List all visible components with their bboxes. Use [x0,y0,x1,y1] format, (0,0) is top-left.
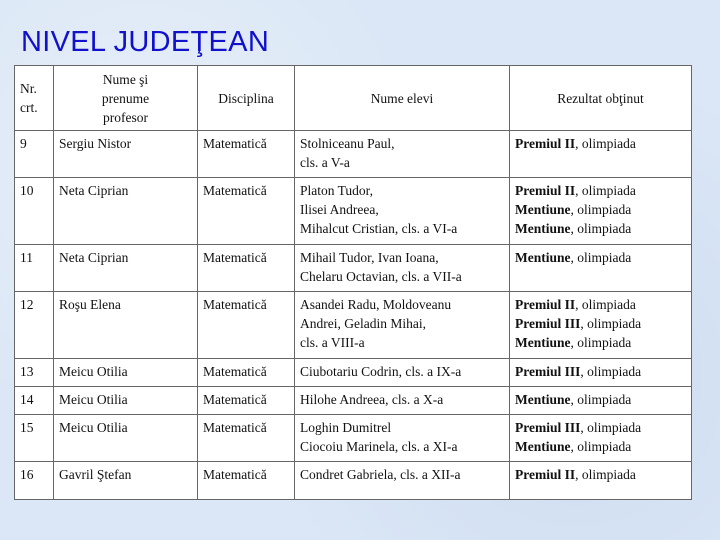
cell-disciplina: Matematică [198,415,295,462]
cell-nr: 16 [15,462,54,500]
cell-disciplina: Matematică [198,245,295,292]
result-line [515,437,687,456]
prize-label: Mentiune [515,221,571,236]
competition-label: , olimpiada [580,316,642,331]
student-line: Ilisei Andreea, [300,202,379,217]
competition-label: , olimpiada [575,297,636,312]
cell-elevi [295,245,510,292]
table-row [15,131,692,178]
table-row [15,359,692,387]
student-line: Asandei Radu, Moldoveanu [300,297,452,312]
result-line [515,418,687,437]
prize-label: Mentiune [515,250,571,265]
prize-label: Mentiune [515,439,571,454]
cell-disciplina: Matematică [198,131,295,178]
student-line: Hilohe Andreea, cls. a X-a [300,392,444,407]
student-line: cls. a V-a [300,155,350,170]
student-line: Chelaru Octavian, cls. a VII-a [300,269,462,284]
table-row [15,462,692,500]
student-line: Ciubotariu Codrin, cls. a IX-a [300,364,462,379]
cell-disciplina: Matematică [198,462,295,500]
cell-profesor: Meicu Otilia [54,387,198,415]
cell-rezultat [510,131,692,178]
prize-label: Premiul III [515,420,581,435]
results-table [14,65,692,500]
prize-label: Mentiune [515,202,571,217]
cell-nr: 15 [15,415,54,462]
table-row [15,415,692,462]
table-row [15,178,692,245]
cell-nr: 9 [15,131,54,178]
table-row [15,292,692,359]
cell-nr: 10 [15,178,54,245]
cell-rezultat [510,415,692,462]
competition-label: , olimpiada [570,221,632,236]
competition-label: , olimpiada [580,364,642,379]
competition-label: , olimpiada [570,335,632,350]
result-line [515,390,687,409]
result-line [515,134,687,153]
result-line [515,219,687,238]
competition-label: , olimpiada [570,439,632,454]
prize-label: Mentiune [515,335,571,350]
student-line: Ciocoiu Marinela, cls. a XI-a [300,439,458,454]
header-disciplina: Disciplina [198,66,295,131]
header-rezultat: Rezultat obţinut [510,66,692,131]
student-line: Platon Tudor, [300,183,373,198]
competition-label: , olimpiada [570,392,632,407]
student-line: Stolniceanu Paul, [300,136,395,151]
cell-profesor: Meicu Otilia [54,359,198,387]
cell-elevi [295,178,510,245]
header-nr-crt: Nr. crt. [15,66,54,131]
cell-disciplina: Matematică [198,359,295,387]
student-line: Mihail Tudor, Ivan Ioana, [300,250,439,265]
cell-elevi [295,131,510,178]
cell-disciplina: Matematică [198,292,295,359]
competition-label: , olimpiada [570,202,632,217]
prize-label: Premiul III [515,364,581,379]
header-nume-elevi: Nume elevi [295,66,510,131]
cell-elevi [295,387,510,415]
cell-nr: 13 [15,359,54,387]
prize-label: Premiul III [515,316,581,331]
cell-disciplina: Matematică [198,178,295,245]
result-line [515,465,687,484]
cell-rezultat [510,387,692,415]
prize-label: Premiul II [515,136,576,151]
cell-profesor: Roşu Elena [54,292,198,359]
competition-label: , olimpiada [570,250,632,265]
student-line: Mihalcut Cristian, cls. a VI-a [300,221,458,236]
table-body [15,131,692,500]
table-row [15,387,692,415]
cell-profesor: Sergiu Nistor [54,131,198,178]
header-profesor: Nume şi prenume profesor [54,66,198,131]
result-line [515,295,687,314]
result-line [515,200,687,219]
page-title: NIVEL JUDEŢEAN [21,26,270,58]
student-line: Condret Gabriela, cls. a XII-a [300,467,461,482]
prize-label: Premiul II [515,297,576,312]
header-row [15,66,692,131]
cell-nr: 14 [15,387,54,415]
competition-label: , olimpiada [580,420,642,435]
student-line: Loghin Dumitrel [300,420,392,435]
cell-elevi [295,292,510,359]
result-line [515,181,687,200]
competition-label: , olimpiada [575,136,636,151]
result-line [515,362,687,381]
cell-disciplina: Matematică [198,387,295,415]
competition-label: , olimpiada [575,183,636,198]
cell-nr: 11 [15,245,54,292]
cell-rezultat [510,462,692,500]
student-line: Andrei, Geladin Mihai, [300,316,426,331]
cell-profesor: Meicu Otilia [54,415,198,462]
cell-profesor: Gavril Ştefan [54,462,198,500]
prize-label: Premiul II [515,183,576,198]
result-line [515,248,687,267]
competition-label: , olimpiada [575,467,636,482]
prize-label: Mentiune [515,392,571,407]
cell-rezultat [510,245,692,292]
result-line [515,314,687,333]
cell-elevi [295,359,510,387]
cell-profesor: Neta Ciprian [54,178,198,245]
cell-rezultat [510,292,692,359]
prize-label: Premiul II [515,467,576,482]
cell-nr: 12 [15,292,54,359]
student-line: cls. a VIII-a [300,335,365,350]
cell-profesor: Neta Ciprian [54,245,198,292]
cell-elevi [295,462,510,500]
cell-rezultat [510,178,692,245]
result-line [515,333,687,352]
cell-rezultat [510,359,692,387]
table-row [15,245,692,292]
cell-elevi [295,415,510,462]
